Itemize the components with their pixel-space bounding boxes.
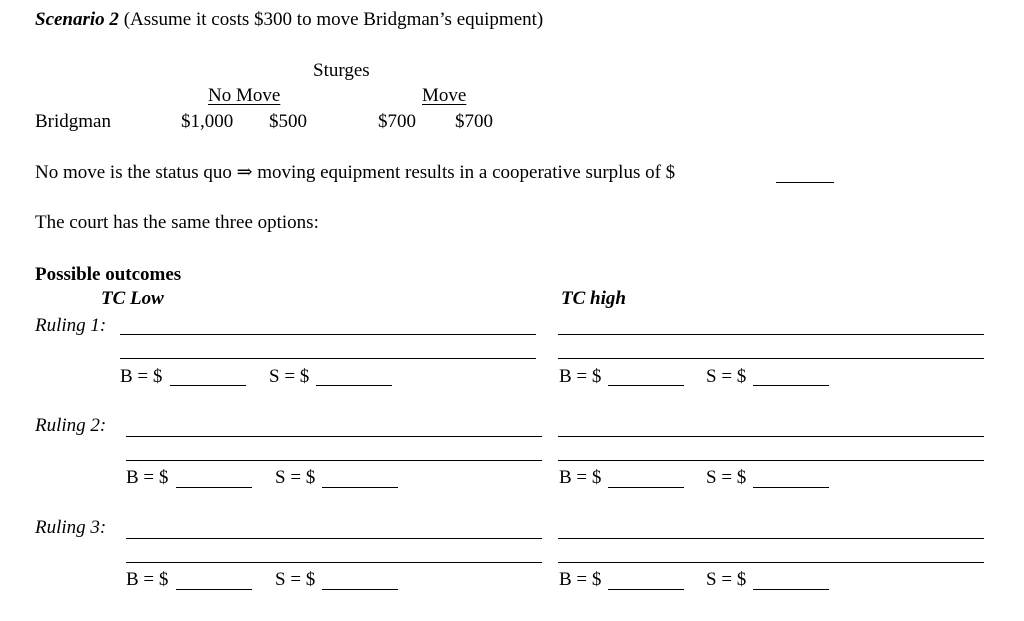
ruling-1-low-line-2[interactable] — [120, 358, 536, 359]
scenario-title — [35, 10, 543, 29]
ruling-3-low-line-1[interactable] — [126, 538, 542, 539]
ruling-1-low-b-blank[interactable] — [170, 385, 246, 386]
ruling-3-high-line-1[interactable] — [558, 538, 984, 539]
scenario-label: Scenario 2 — [35, 9, 119, 30]
move-header: Move — [422, 85, 467, 106]
possible-outcomes-heading: Possible outcomes — [35, 264, 182, 285]
ruling-2-high-b-label: B = $ — [559, 467, 602, 488]
bridgman-row-label: Bridgman — [35, 111, 111, 132]
ruling-2-low-b-label: B = $ — [126, 467, 169, 488]
ruling-2-high-s-blank[interactable] — [753, 487, 829, 488]
payoff-cell: $700 — [455, 111, 493, 132]
court-options-text: The court has the same three options: — [35, 212, 319, 233]
ruling-3-high-s-blank[interactable] — [753, 589, 829, 590]
ruling-1-high-b-blank[interactable] — [608, 385, 684, 386]
scenario-assumption: (Assume it costs $300 to move Bridgman’s equipment) — [118, 9, 544, 30]
ruling-2-high-line-1[interactable] — [558, 436, 984, 437]
ruling-2-low-b-blank[interactable] — [176, 487, 252, 488]
ruling-3-low-line-2[interactable] — [126, 562, 542, 563]
ruling-2-high-line-2[interactable] — [558, 460, 984, 461]
status-quo-text: No move is the status quo ⇒ moving equipment results in a cooperative surplus of $ — [35, 162, 676, 183]
ruling-1-low-s-blank[interactable] — [316, 385, 392, 386]
ruling-1-high-s-blank[interactable] — [753, 385, 829, 386]
ruling-3-label: Ruling 3: — [35, 517, 107, 538]
ruling-2-high-b-blank[interactable] — [608, 487, 684, 488]
ruling-2-low-s-blank[interactable] — [322, 487, 398, 488]
ruling-2-label: Ruling 2: — [35, 415, 107, 436]
ruling-3-low-b-blank[interactable] — [176, 589, 252, 590]
ruling-3-low-b-label: B = $ — [126, 569, 169, 590]
ruling-1-low-s-label: S = $ — [269, 366, 310, 387]
cooperative-surplus-blank[interactable] — [776, 182, 834, 183]
ruling-3-high-s-label: S = $ — [706, 569, 747, 590]
ruling-1-high-b-label: B = $ — [559, 366, 602, 387]
payoff-cell: $1,000 — [181, 111, 234, 132]
ruling-1-high-s-label: S = $ — [706, 366, 747, 387]
ruling-2-high-s-label: S = $ — [706, 467, 747, 488]
ruling-1-label: Ruling 1: — [35, 315, 107, 336]
ruling-2-low-s-label: S = $ — [275, 467, 316, 488]
ruling-1-high-line-2[interactable] — [558, 358, 984, 359]
ruling-3-low-s-blank[interactable] — [322, 589, 398, 590]
ruling-3-low-s-label: S = $ — [275, 569, 316, 590]
tc-high-header: TC high — [561, 288, 626, 309]
ruling-1-high-line-1[interactable] — [558, 334, 984, 335]
ruling-2-low-line-2[interactable] — [126, 460, 542, 461]
payoff-cell: $500 — [269, 111, 307, 132]
sturges-header: Sturges — [313, 60, 370, 81]
ruling-1-low-line-1[interactable] — [120, 334, 536, 335]
ruling-3-high-line-2[interactable] — [558, 562, 984, 563]
ruling-2-low-line-1[interactable] — [126, 436, 542, 437]
no-move-header: No Move — [208, 85, 281, 106]
ruling-3-high-b-label: B = $ — [559, 569, 602, 590]
ruling-3-high-b-blank[interactable] — [608, 589, 684, 590]
tc-low-header: TC Low — [101, 288, 164, 309]
ruling-1-low-b-label: B = $ — [120, 366, 163, 387]
payoff-cell: $700 — [378, 111, 416, 132]
